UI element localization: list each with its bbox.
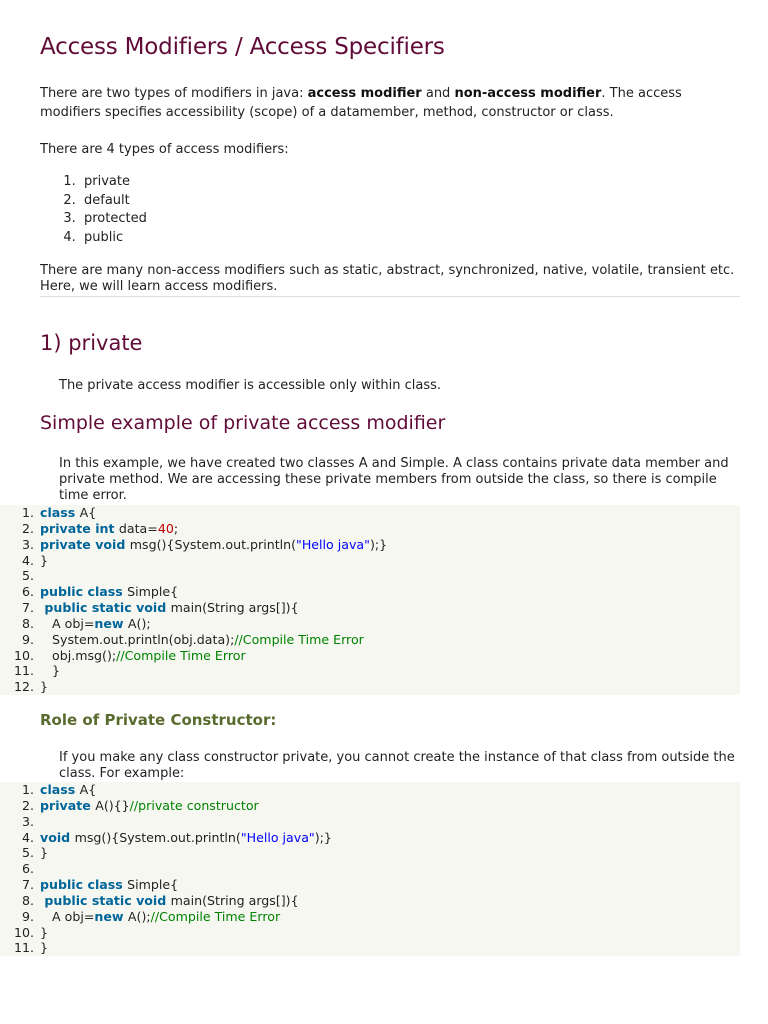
code-line bbox=[0, 537, 740, 553]
code-token: "Hello java" bbox=[296, 536, 370, 552]
list-item bbox=[40, 173, 147, 192]
list-item-number: 1. bbox=[63, 174, 84, 189]
line-number: 6. bbox=[21, 584, 34, 600]
code-line bbox=[0, 505, 740, 521]
code-line bbox=[0, 877, 740, 893]
private-constructor-heading: Role of Private Constructor: bbox=[40, 711, 277, 729]
code-token: data= bbox=[118, 520, 158, 536]
code-token: public class bbox=[40, 584, 128, 600]
code-token: new bbox=[94, 615, 128, 631]
constructor-description: If you make any class constructor private, you cannot create the instance of that class from outside the class. For example: bbox=[59, 750, 735, 781]
intro-paragraph: There are two types of modifiers in java: access modifier and non-access modifier. The access modifiers specifies accessibility (scope) of a datamember, method, constructor or class. bbox=[40, 86, 682, 120]
list-item-label: public bbox=[84, 229, 124, 245]
non-access-paragraph: There are many non-access modifiers such as static, abstract, synchronized, native, volatile, transient etc. Here, we will learn access modifiers. bbox=[40, 263, 735, 294]
code-token: A(){} bbox=[95, 797, 130, 813]
code-block-private-constructor bbox=[0, 782, 740, 956]
code-token: public static void bbox=[40, 600, 171, 616]
example-description: In this example, we have created two classes A and Simple. A class contains private data member and private method. We are accessing these private members from outside the class, so there is compile time error. bbox=[59, 456, 729, 503]
line-number: 8. bbox=[21, 892, 34, 908]
line-number: 11. bbox=[13, 663, 34, 679]
code-token: private bbox=[40, 797, 96, 813]
code-token: );} bbox=[369, 536, 388, 552]
code-line bbox=[0, 861, 740, 877]
modifier-count-text: There are 4 types of access modifiers: bbox=[40, 142, 289, 157]
code-token: private int bbox=[40, 520, 119, 536]
code-token: ; bbox=[173, 520, 179, 536]
code-token: A{ bbox=[79, 505, 97, 520]
code-token: } bbox=[40, 940, 49, 956]
list-item-number: 3. bbox=[63, 211, 84, 227]
code-token: } bbox=[40, 924, 49, 940]
code-token: } bbox=[40, 663, 61, 679]
list-item-number: 4. bbox=[63, 229, 84, 245]
code-line bbox=[0, 798, 740, 814]
line-number: 3. bbox=[21, 536, 34, 552]
code-line bbox=[0, 663, 740, 679]
code-token: main(String args[]){ bbox=[170, 892, 299, 908]
code-token: msg(){System.out.println( bbox=[74, 829, 241, 845]
code-line bbox=[0, 909, 740, 925]
private-description: The private access modifier is accessible only within class. bbox=[59, 378, 442, 393]
code-line bbox=[0, 893, 740, 909]
code-line bbox=[0, 521, 740, 537]
code-token: void bbox=[40, 829, 75, 845]
code-line bbox=[0, 940, 740, 956]
line-number: 9. bbox=[21, 908, 34, 924]
code-token: class bbox=[40, 505, 80, 520]
line-number: 2. bbox=[21, 520, 34, 536]
code-line bbox=[0, 830, 740, 846]
access-modifier-list bbox=[40, 173, 147, 247]
code-line bbox=[0, 814, 740, 830]
code-line bbox=[0, 845, 740, 861]
line-number: 8. bbox=[21, 615, 34, 631]
list-item-label: default bbox=[84, 192, 130, 208]
code-token: public static void bbox=[40, 892, 171, 908]
code-line bbox=[0, 632, 740, 648]
example-heading: Simple example of private access modifier bbox=[40, 412, 446, 434]
line-number: 10. bbox=[13, 924, 34, 940]
list-item bbox=[40, 229, 147, 248]
code-token: "Hello java" bbox=[240, 829, 315, 845]
code-line bbox=[0, 782, 740, 798]
code-token: class bbox=[40, 782, 80, 797]
code-token: obj.msg(); bbox=[40, 647, 117, 663]
code-line bbox=[0, 584, 740, 600]
code-line bbox=[0, 925, 740, 941]
code-token: public class bbox=[40, 877, 128, 893]
code-token: //Compile Time Error bbox=[150, 908, 281, 924]
line-number: 7. bbox=[21, 600, 34, 616]
page-title: Access Modifiers / Access Specifiers bbox=[40, 34, 445, 60]
code-line bbox=[0, 600, 740, 616]
line-number: 12. bbox=[13, 679, 34, 695]
code-token: msg(){System.out.println( bbox=[129, 536, 297, 552]
line-number: 11. bbox=[13, 940, 34, 956]
code-token: 40 bbox=[157, 520, 174, 536]
code-token: );} bbox=[314, 829, 332, 845]
line-number: 10. bbox=[13, 647, 34, 663]
code-token: A(); bbox=[127, 615, 151, 631]
code-token: } bbox=[40, 845, 49, 861]
line-number: 7. bbox=[21, 877, 34, 893]
line-number: 9. bbox=[21, 631, 34, 647]
line-number: 2. bbox=[21, 797, 34, 813]
code-token: A(); bbox=[127, 908, 151, 924]
line-number: 4. bbox=[21, 552, 34, 568]
line-number: 3. bbox=[21, 813, 34, 829]
code-line bbox=[0, 568, 740, 584]
code-token: A{ bbox=[79, 782, 97, 797]
section-divider bbox=[40, 296, 740, 297]
code-token: A obj= bbox=[40, 908, 95, 924]
code-line bbox=[0, 679, 740, 695]
list-item-label: protected bbox=[84, 211, 147, 227]
line-number: 1. bbox=[21, 782, 34, 797]
line-number: 5. bbox=[21, 845, 34, 861]
code-token: Simple{ bbox=[127, 877, 179, 893]
code-token: System.out.println(obj.data); bbox=[40, 631, 235, 647]
line-number: 6. bbox=[21, 861, 34, 877]
code-token: new bbox=[94, 908, 128, 924]
list-item bbox=[40, 192, 147, 211]
code-token: A obj= bbox=[40, 615, 95, 631]
list-item bbox=[40, 210, 147, 229]
code-block-private-example bbox=[0, 505, 740, 695]
private-heading: 1) private bbox=[40, 331, 143, 355]
code-token: } bbox=[40, 679, 49, 695]
code-line bbox=[0, 616, 740, 632]
code-line bbox=[0, 648, 740, 664]
code-token: private void bbox=[40, 536, 130, 552]
code-line bbox=[0, 553, 740, 569]
line-number: 4. bbox=[21, 829, 34, 845]
code-token: //Compile Time Error bbox=[116, 647, 246, 663]
code-token: } bbox=[40, 552, 49, 568]
code-token: main(String args[]){ bbox=[170, 600, 299, 616]
code-token: //private constructor bbox=[129, 797, 259, 813]
line-number: 1. bbox=[21, 505, 34, 520]
code-token: Simple{ bbox=[127, 584, 179, 600]
line-number: 5. bbox=[21, 568, 34, 584]
code-token: //Compile Time Error bbox=[234, 631, 364, 647]
list-item-label: private bbox=[84, 174, 130, 189]
list-item-number: 2. bbox=[63, 192, 84, 208]
